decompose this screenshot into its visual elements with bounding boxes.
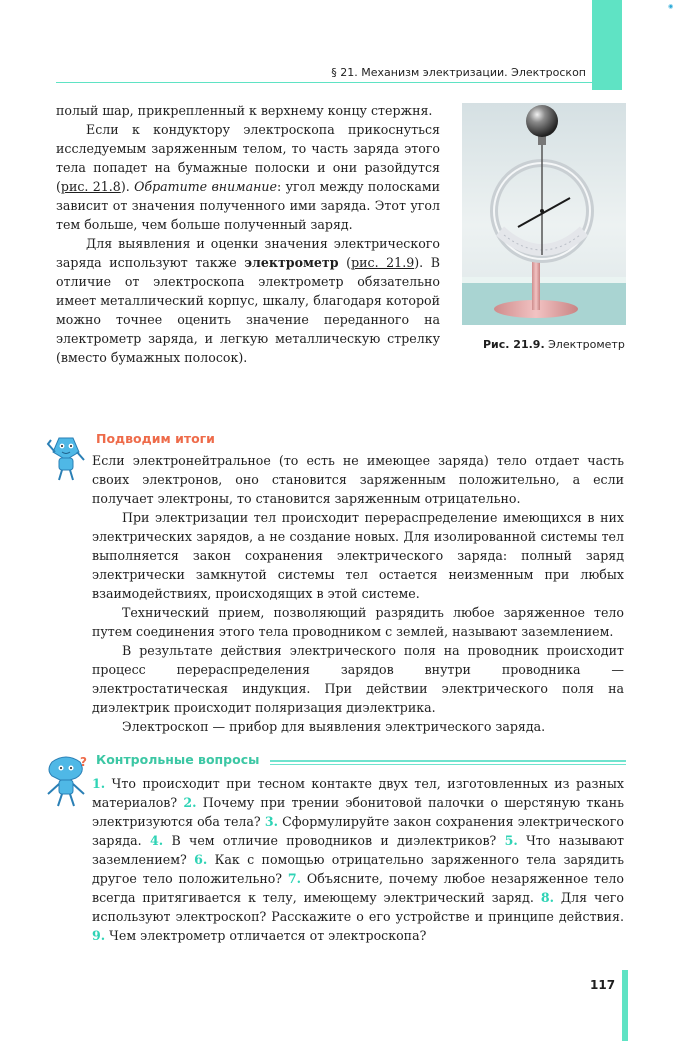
paragraph: При электризации тел происходит перераспределение имеющихся в них электрических зарядов, а не создание новых. Для изолированной системы тел выполняется закон сохранения электрического заряда: полный заряд электрически замкнутой системы тел остается неизменным при любых взаимодействиях, происходящих в этой системе. xyxy=(92,510,624,601)
question-number: 3. xyxy=(264,814,278,829)
running-header: § 21. Механизм электризации. Электроскоп xyxy=(331,66,586,79)
question-number: 1. xyxy=(92,776,106,791)
figure-reference-link[interactable]: рис. 21.9 xyxy=(351,255,415,270)
question-number: 5. xyxy=(504,833,518,848)
questions-divider xyxy=(270,764,626,765)
summary-section xyxy=(92,451,624,736)
question-number: 6. xyxy=(194,852,208,867)
emphasis-text: Обратите внимание xyxy=(134,179,277,194)
question-text: Почему при трении эбонитовой палочки о шерстяную ткань электризуются оба тела? xyxy=(92,795,624,829)
questions-mascot-icon xyxy=(42,754,90,808)
figure-label: Рис. 21.9. xyxy=(483,338,545,351)
question-number: 2. xyxy=(183,795,197,810)
paragraph: полый шар, прикрепленный к верхнему концу стержня. xyxy=(56,103,433,118)
summary-mascot-icon xyxy=(45,432,87,482)
question-number: 4. xyxy=(149,833,164,848)
publisher-logo-icon: ◉ xyxy=(668,3,674,10)
question-text: Сформулируйте закон сохранения электрического заряда. xyxy=(92,814,624,848)
term-electrometer: электрометр xyxy=(244,255,339,270)
figure-caption-text: Электрометр xyxy=(548,338,625,351)
question-number: 9. xyxy=(92,928,106,943)
page-edge-tab-top xyxy=(592,0,622,90)
questions-title: Контрольные вопросы xyxy=(96,752,260,767)
figure-caption xyxy=(483,338,625,351)
paragraph: Для выявления и оценки значения электрического заряда используют также электрометр (рис. 21.9). В отличие от электроскопа электрометр обязательно имеет металлический корпус, шкалу, благодаря которой можно точнее оценить значение переданного на электрометр заряда, и легкую металлическую стрелку (вместо бумажных полосок). xyxy=(56,236,440,365)
question-number: 7. xyxy=(287,871,302,886)
paragraph: Технический прием, позволяющий разрядить любое заряженное тело путем соединения этого тела проводником с землей, называют заземлением. xyxy=(92,605,624,639)
question-text: Что называют заземлением? xyxy=(92,833,624,867)
questions-list xyxy=(92,774,624,945)
question-text: Чем электрометр отличается от электроскопа? xyxy=(109,928,427,943)
question-text: Как с помощью отрицательно заряженного тела зарядить другое тело положительно? xyxy=(92,852,625,886)
header-divider xyxy=(56,82,592,83)
paragraph: Если к кондуктору электроскопа прикоснуться исследуемым заряженным телом, то часть заряда этого тела попадет на бумажные полоски и они разойдутся (рис. 21.8). Обратите внимание: угол между полосками зависит от значения полученного ими заряда. Этот угол тем больше, чем больше полученный заряд. xyxy=(56,122,441,232)
question-text: В чем отличие проводников и диэлектриков? xyxy=(171,833,497,848)
paragraph: В результате действия электрического поля на проводник происходит процесс перераспределения зарядов внутри проводника — электростатическая индукция. При действии электрического поля на диэлектрик происходит поляризация диэлектрика. xyxy=(92,643,624,715)
question-number: 8. xyxy=(540,890,554,905)
questions-divider xyxy=(270,760,626,762)
left-text-column xyxy=(56,101,440,367)
svg-text:?: ? xyxy=(80,755,87,769)
paragraph: Если электронейтральное (то есть не имеющее заряда) тело отдает часть своих электронов, оно становится заряженным положительно, а если получает электроны, то становится заряженным отрицательно. xyxy=(92,453,624,506)
summary-title: Подводим итоги xyxy=(96,431,215,446)
questions-paragraph xyxy=(92,774,624,945)
question-text: Что происходит при тесном контакте двух тел, изготовленных из разных материалов? xyxy=(92,776,624,810)
question-text: Объясните, почему любое незаряженное тело всегда притягивается к телу, имеющему электрический заряд. xyxy=(92,871,624,905)
question-text: Для чего используют электроскоп? Расскажите о его устройстве и принципе действия. xyxy=(92,890,624,924)
paragraph: Электроскоп — прибор для выявления электрического заряда. xyxy=(122,719,546,734)
page-edge-tab-bottom xyxy=(622,970,628,1041)
page-number: 117 xyxy=(590,978,616,992)
electrometer-photo xyxy=(462,103,626,325)
figure-reference-link[interactable]: рис. 21.8 xyxy=(60,179,121,194)
